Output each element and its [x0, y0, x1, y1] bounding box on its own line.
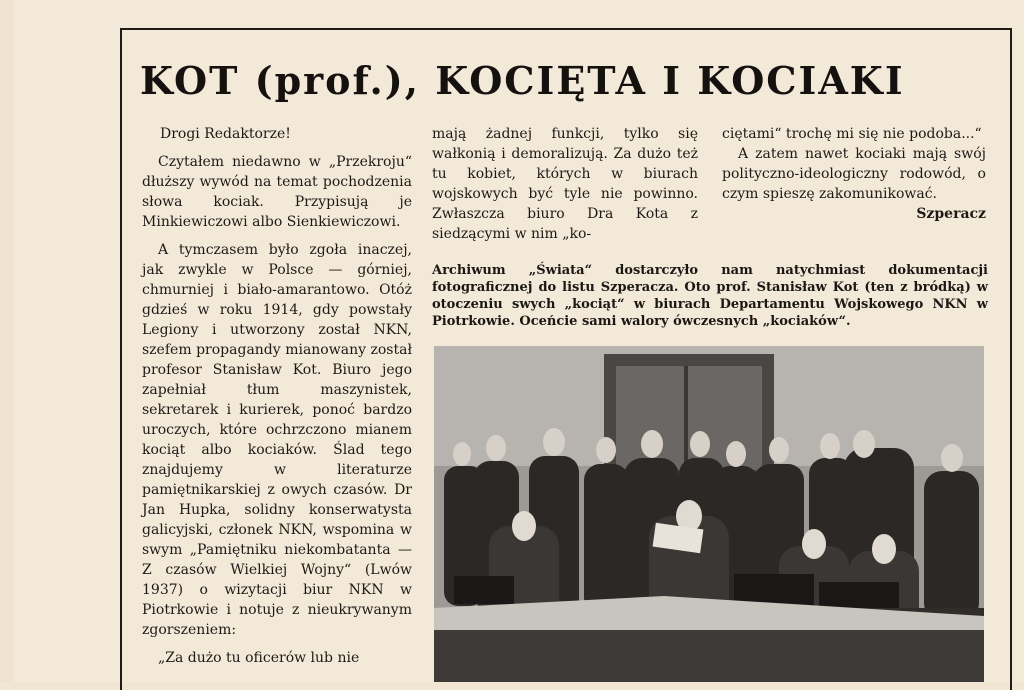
- photo-caption: Archiwum „Świata“ dostarczyło nam natychmiast dokumentacji fotograficznej do listu Szperacza. Oto prof. Stanisław Kot (ten z bródką) w otoczeniu swych „kociąt“ w biurach Departamentu Wojskowego NKN w Piotrkowie. Oceńcie sami walory ówczesnych „kociaków“.: [432, 263, 988, 329]
- archival-photo: [434, 346, 984, 682]
- column-3-paragraph-2: A zatem nawet kociaki mają swój polityczno-ideologiczny rodowód, o czym spieszę zakomunikować.: [722, 146, 986, 202]
- paragraph-3: „Za dużo tu oficerów lub nie: [158, 650, 360, 666]
- column-2: [432, 124, 698, 244]
- letter-greeting: Drogi Redaktorze!: [160, 126, 291, 142]
- signature: Szperacz: [916, 206, 986, 222]
- paragraph-1: Czytałem niedawno w „Przekroju“ dłuższy wywód na temat pochodzenia słowa kociak. Przypisują je Minkiewiczowi albo Sienkiewiczowi.: [142, 154, 412, 230]
- paragraph-2: A tymczasem było zgoła inaczej, jak zwykle w Polsce — górniej, chmurniej i biało-amarantowo. Otóż gdzieś w roku 1914, gdy powstały Legiony i utworzony został NKN, szefem propagandy mianowany został profesor Stanisław Kot. Biuro jego zapełniał tłum maszynistek, sekretarek i kurierek, ponoć bardzo uroczych, które ochrzczono mianem kociąt albo kociaków. Ślad tego znajdujemy w literaturze pamiętnikarskiej z owych czasów. Dr Jan Hupka, solidny konserwatysta galicyjski, członek NKN, wspomina w swym „Pamiętniku niekombatanta — Z czasów Wielkiej Wojny“ (Lwów 1937) o wizytacji biur NKN w Piotrkowie i notuje z nieukrywanym zgorszeniem:: [142, 242, 412, 638]
- page-edge: [0, 0, 14, 682]
- column-2-text: mają żadnej funkcji, tylko się wałkonią i demoralizują. Za dużo też tu kobiet, których w biurach wojskowych być tyle nie powinno. Zwłaszcza biuro Dra Kota z siedzącymi w nim „ko-: [432, 126, 698, 242]
- column-1: [142, 124, 412, 668]
- column-3: [722, 124, 986, 224]
- photo-illustration: [434, 346, 984, 682]
- column-3-text: ciętami“ trochę mi się nie podoba...“: [722, 126, 982, 142]
- article-headline: KOT (prof.), KOCIĘTA I KOCIAKI: [140, 58, 905, 103]
